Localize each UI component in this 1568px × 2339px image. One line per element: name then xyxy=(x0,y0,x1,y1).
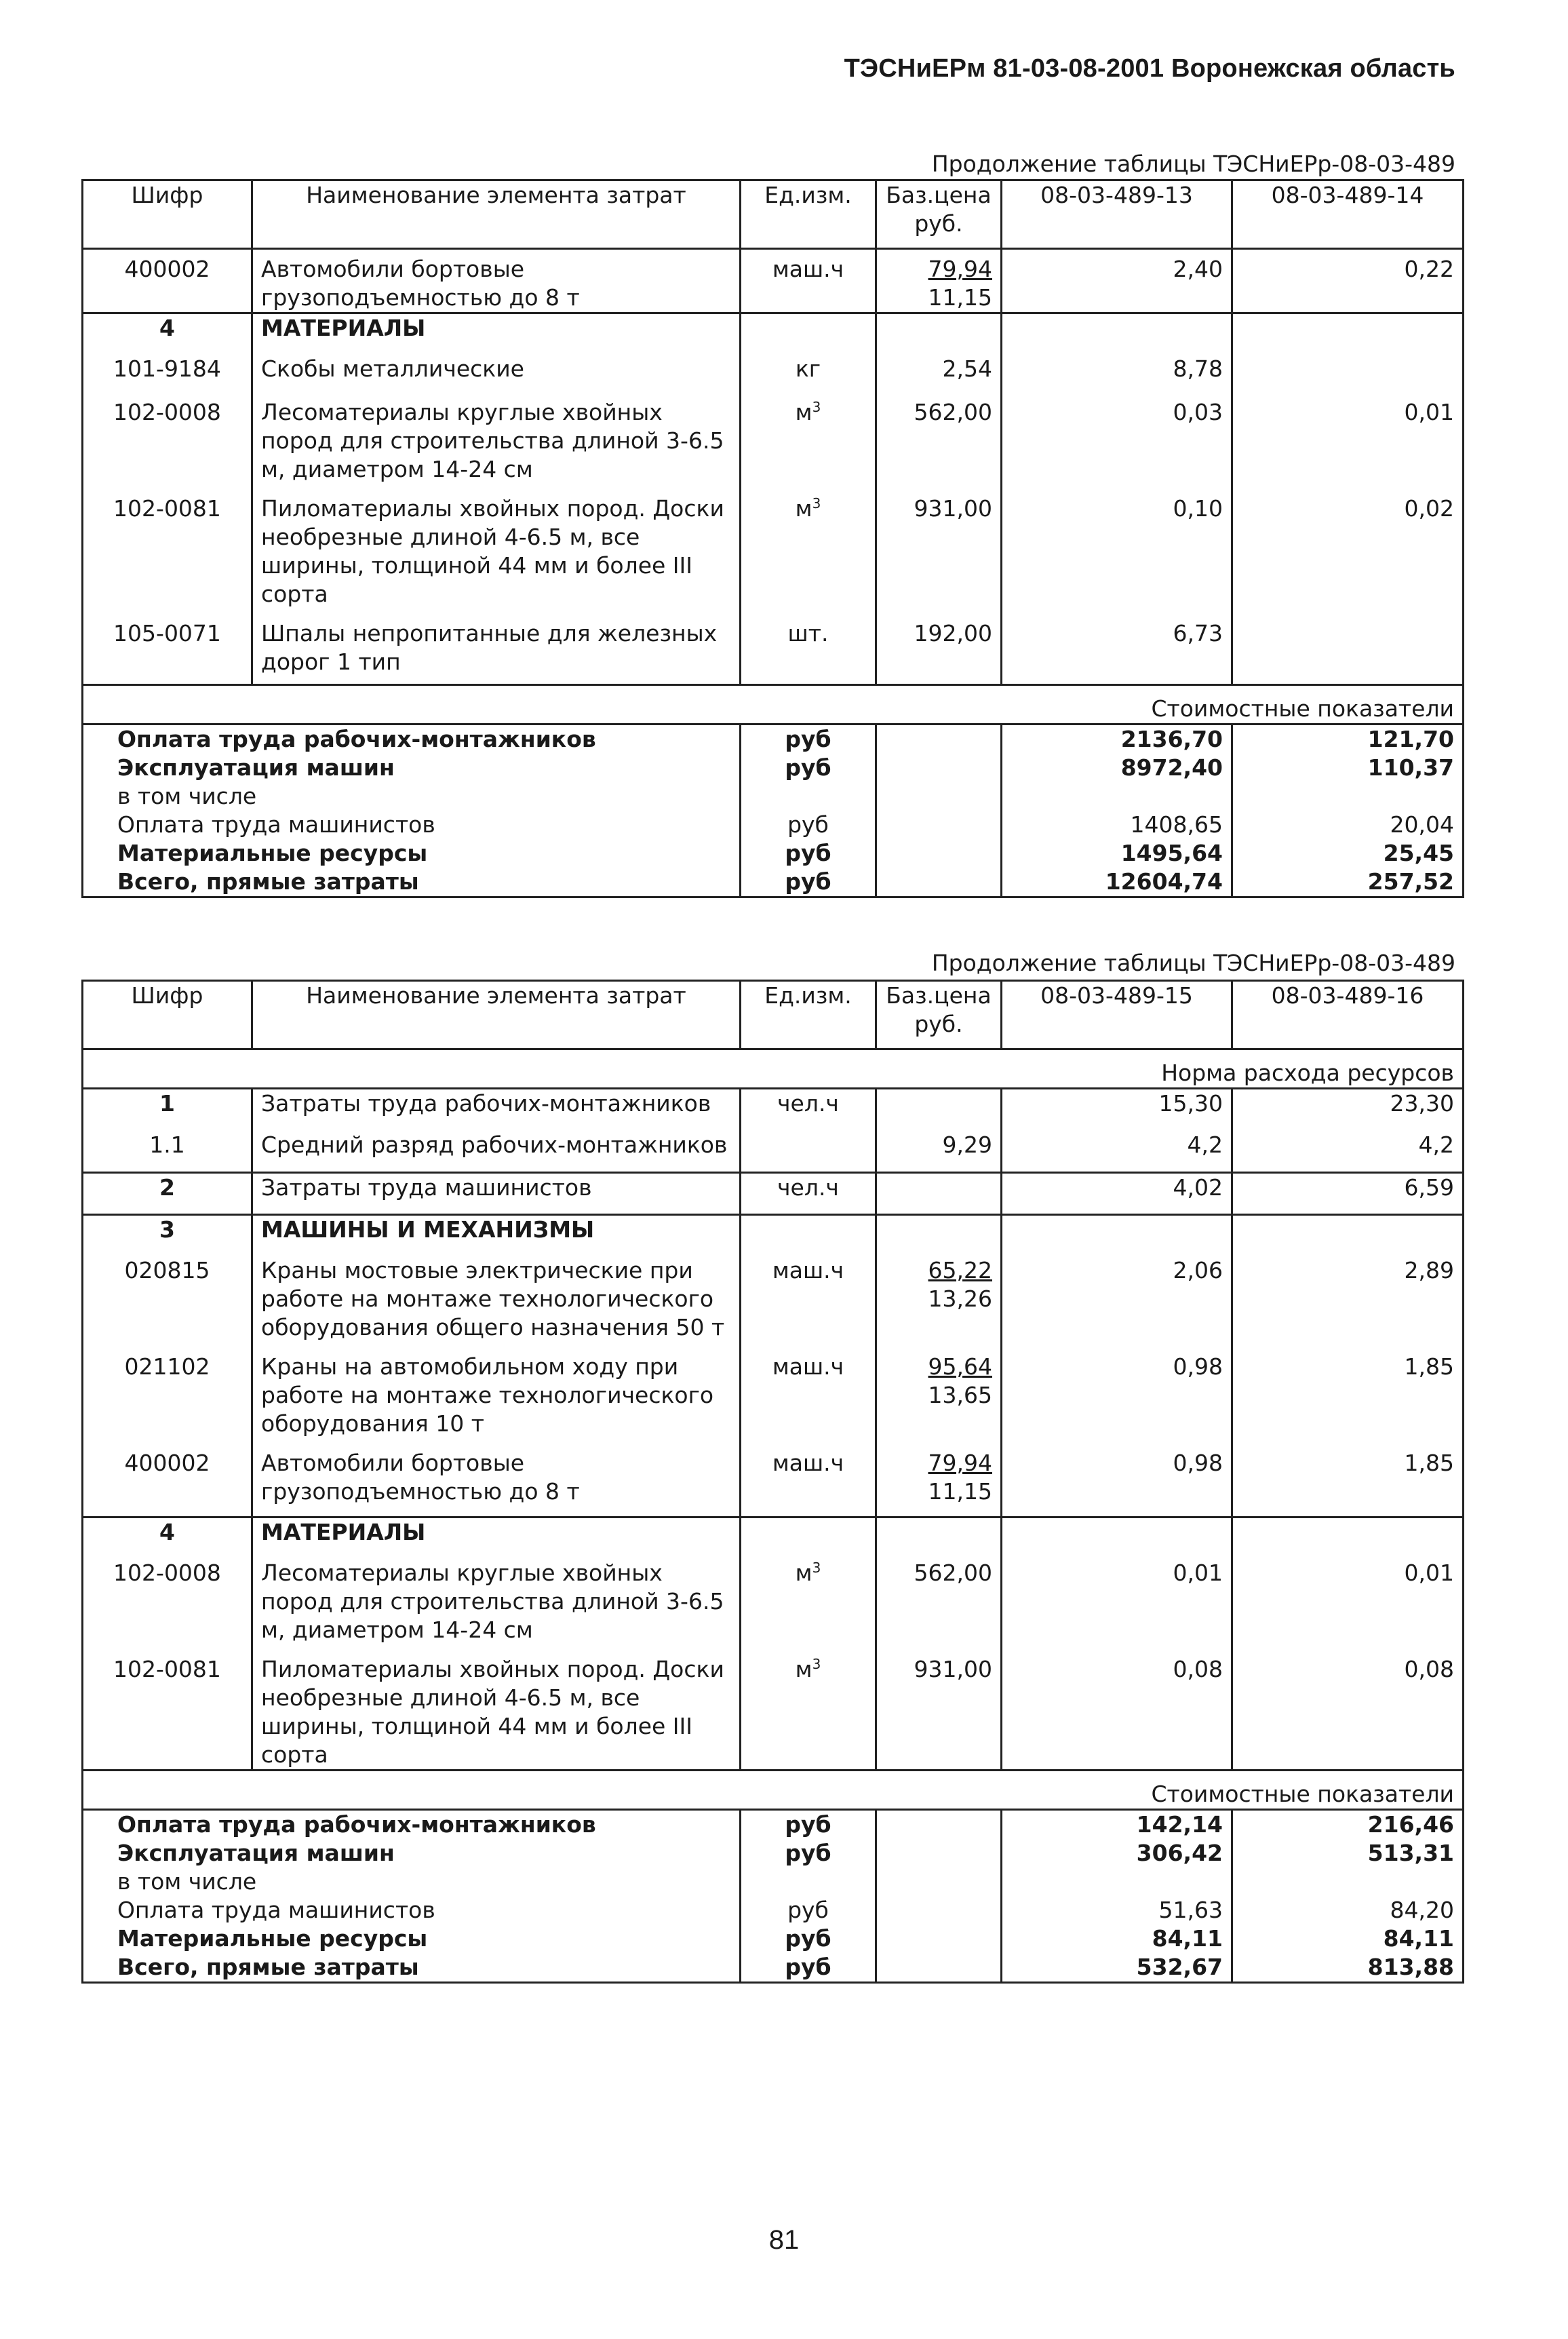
col-header-v1: 08-03-489-15 xyxy=(1002,981,1232,1049)
cell-code: 102-0008 xyxy=(83,398,252,495)
cost-header: Стоимостные показатели xyxy=(83,1771,1464,1810)
cost-row: Эксплуатация машин руб 306,42 513,31 xyxy=(83,1839,1464,1868)
section-title: МАШИНЫ И МЕХАНИЗМЫ xyxy=(252,1215,741,1257)
cell-unit: шт. xyxy=(741,619,876,684)
table-row: 102-0081 Пиломатериалы хвойных пород. Доски необрезные длиной 4-6.5 м, все ширины, толщиной 44 мм и более III сорта $м^3$ 931,00 0,08 0,08 xyxy=(83,1655,1464,1771)
cell-code: 102-0081 xyxy=(83,495,252,619)
cost-row: Материальные ресурсы руб 1495,64 25,45 xyxy=(83,839,1464,868)
cell-v2: 0,22 xyxy=(1232,249,1464,313)
table-row: 2 Затраты труда машинистов чел.ч 4,02 6,59 xyxy=(83,1173,1464,1215)
table-row: 1.1 Средний разряд рабочих-монтажников 9,29 4,2 4,2 xyxy=(83,1131,1464,1173)
table2-continuation-caption: Продолжение таблицы ТЭСНиЕРр-08-03-489 xyxy=(931,950,1455,976)
cell-v2 xyxy=(1232,619,1464,684)
cost-row: Эксплуатация машин руб 8972,40 110,37 xyxy=(83,754,1464,782)
col-header-unit: Ед.изм. xyxy=(741,981,876,1049)
table-row: 021102 Краны на автомобильном ходу при работе на монтаже технологического оборудования 10 т маш.ч 95,64 13,65 0,98 1,85 xyxy=(83,1353,1464,1449)
cell-code: 105-0071 xyxy=(83,619,252,684)
col-header-code: Шифр xyxy=(83,180,252,249)
cell-price: 2,54 xyxy=(876,355,1002,398)
cost-header: Стоимостные показатели xyxy=(83,684,1464,724)
section-title: МАТЕРИАЛЫ xyxy=(252,313,741,355)
cost-row: Всего, прямые затраты руб 532,67 813,88 xyxy=(83,1953,1464,1983)
cell-v1: 8,78 xyxy=(1002,355,1232,398)
cell-name: Скобы металлические xyxy=(252,355,741,398)
cell-v2: 0,01 xyxy=(1232,398,1464,495)
cell-name: Лесоматериалы круглые хвойных пород для строительства длиной 3-6.5 м, диаметром 14-24 см xyxy=(252,398,741,495)
col-header-v1: 08-03-489-13 xyxy=(1002,180,1232,249)
cost-row: Всего, прямые затраты руб 12604,74 257,52 xyxy=(83,868,1464,897)
cell-v1: 2,40 xyxy=(1002,249,1232,313)
table-row xyxy=(83,619,1464,684)
cost-row: Оплата труда рабочих-монтажников руб 2136,70 121,70 xyxy=(83,724,1464,754)
cell-unit: $м^3$ xyxy=(741,495,876,619)
cell-name: Автомобили бортовые грузоподъемностью до 8 т xyxy=(252,249,741,313)
cell-code: 4 xyxy=(83,313,252,355)
cell-price: 562,00 xyxy=(876,398,1002,495)
resource-table-2 xyxy=(81,980,1464,1984)
cell-price: 192,00 xyxy=(876,619,1002,684)
cell-v2: 0,02 xyxy=(1232,495,1464,619)
cell-unit: кг xyxy=(741,355,876,398)
section-row: 4 МАТЕРИАЛЫ xyxy=(83,1517,1464,1559)
cell-name: Шпалы непропитанные для железных дорог 1 тип xyxy=(252,619,741,684)
cell-v2 xyxy=(1232,355,1464,398)
table-row: 020815 Краны мостовые электрические при работе на монтаже технологического оборудования общего назначения 50 т маш.ч 65,22 13,26 2,06 2,89 xyxy=(83,1256,1464,1353)
cell-name: Пиломатериалы хвойных пород. Доски необрезные длиной 4-6.5 м, все ширины, толщиной 44 мм и более III сорта xyxy=(252,495,741,619)
table2-header-row xyxy=(83,981,1464,1049)
norm-header-row xyxy=(83,1049,1464,1089)
table-row: 400002 Автомобили бортовые грузоподъемностью до 8 т маш.ч 79,94 11,15 0,98 1,85 xyxy=(83,1449,1464,1517)
cost-header-row xyxy=(83,1771,1464,1810)
cell-code: 400002 xyxy=(83,249,252,313)
section-title: МАТЕРИАЛЫ xyxy=(252,1517,741,1559)
cost-row: в том числе xyxy=(83,782,1464,811)
resource-table-1 xyxy=(81,179,1464,898)
col-header-price: Баз.цена руб. xyxy=(876,180,1002,249)
cost-row: в том числе xyxy=(83,1868,1464,1896)
col-header-unit: Ед.изм. xyxy=(741,180,876,249)
col-header-code: Шифр xyxy=(83,981,252,1049)
cell-price: 931,00 xyxy=(876,495,1002,619)
col-header-name: Наименование элемента затрат xyxy=(252,981,741,1049)
section-row xyxy=(83,313,1464,355)
cost-row: Оплата труда машинистов руб 1408,65 20,04 xyxy=(83,811,1464,839)
table-row: 102-0008 Лесоматериалы круглые хвойных пород для строительства длиной 3-6.5 м, диаметром 14-24 см $м^3$ 562,00 0,01 0,01 xyxy=(83,1559,1464,1655)
cell-unit: маш.ч xyxy=(741,249,876,313)
col-header-v2: 08-03-489-14 xyxy=(1232,180,1464,249)
cell-v1: 0,10 xyxy=(1002,495,1232,619)
cell-code: 101-9184 xyxy=(83,355,252,398)
cost-row: Материальные ресурсы руб 84,11 84,11 xyxy=(83,1925,1464,1953)
section-row: 3 МАШИНЫ И МЕХАНИЗМЫ xyxy=(83,1215,1464,1257)
table-row xyxy=(83,398,1464,495)
cell-v1: 0,03 xyxy=(1002,398,1232,495)
cell-unit: $м^3$ xyxy=(741,398,876,495)
table-row: 1 Затраты труда рабочих-монтажников чел.ч 15,30 23,30 xyxy=(83,1089,1464,1131)
col-header-price: Баз.цена руб. xyxy=(876,981,1002,1049)
page-number: 81 xyxy=(768,2225,800,2255)
table-row xyxy=(83,355,1464,398)
cell-v1: 6,73 xyxy=(1002,619,1232,684)
table1-continuation-caption: Продолжение таблицы ТЭСНиЕРр-08-03-489 xyxy=(931,151,1455,177)
col-header-name: Наименование элемента затрат xyxy=(252,180,741,249)
cost-row: Оплата труда машинистов руб 51,63 84,20 xyxy=(83,1896,1464,1925)
table1-header-row xyxy=(83,180,1464,249)
norm-header: Норма расхода ресурсов xyxy=(83,1049,1464,1089)
cost-header-row xyxy=(83,684,1464,724)
col-header-v2: 08-03-489-16 xyxy=(1232,981,1464,1049)
table-row xyxy=(83,249,1464,313)
page-header: ТЭСНиЕРм 81-03-08-2001 Воронежская область xyxy=(844,54,1455,83)
table-row xyxy=(83,495,1464,619)
cost-row: Оплата труда рабочих-монтажников руб 142,14 216,46 xyxy=(83,1810,1464,1840)
cell-price: 79,94 11,15 xyxy=(876,249,1002,313)
